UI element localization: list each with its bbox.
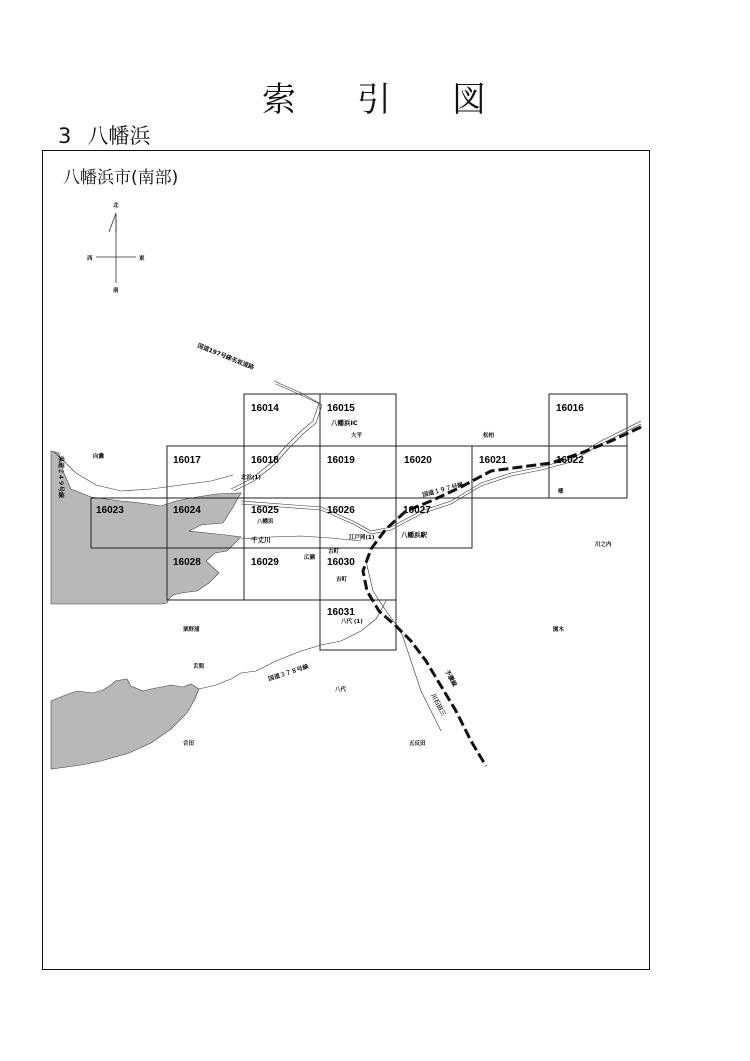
section-title	[58, 120, 150, 150]
compass-north: 北	[113, 203, 119, 209]
tile-16021[interactable]	[472, 446, 549, 498]
label-yawatahama: 八幡浜	[257, 519, 274, 525]
road-kokudo-197	[241, 421, 641, 531]
tile-label: 16025	[251, 505, 279, 516]
road-south	[366, 561, 441, 731]
label-kurinouura: 栗野浦	[183, 627, 200, 633]
label-edookakokubun: 江戸岡(1)	[349, 535, 375, 541]
label-kokudo-197-meisaka: 国道197号線名坂道路	[196, 342, 255, 372]
section-number: 3	[58, 124, 72, 148]
label-kawanouchi: 川之内	[595, 542, 612, 548]
tile-label: 16026	[327, 505, 355, 516]
label-kendo-249: 県道２４９号線	[57, 456, 64, 499]
label-kichi-machi: 吉町	[336, 577, 348, 583]
map-frame	[42, 150, 650, 970]
compass-south: 南	[113, 288, 119, 294]
tile-label: 16023	[96, 505, 124, 516]
label-aida: 合田	[183, 741, 195, 747]
label-kokudo-378: 国道３７８号線	[267, 663, 310, 683]
tile-label: 16016	[556, 403, 584, 414]
label-yawatahama-ic: 八幡浜IC	[331, 419, 358, 427]
tile-label: 16017	[173, 455, 201, 466]
tile-label: 16027	[403, 505, 431, 516]
label-sonoki: 園木	[553, 627, 565, 633]
label-hirose: 広瀬	[304, 555, 316, 561]
tile-label: 16020	[404, 455, 432, 466]
tile-label: 16021	[479, 455, 507, 466]
label-kawanoishi: 川石田三	[429, 692, 447, 718]
tile-16019[interactable]	[320, 446, 396, 498]
tile-label: 16028	[173, 557, 201, 568]
tile-label: 16022	[556, 455, 584, 466]
compass-east: 東	[139, 256, 145, 262]
label-yawatahama-station: 八幡浜駅	[401, 531, 427, 539]
label-senjogawa: 千丈川	[251, 536, 271, 544]
label-mukainada: 向灘	[93, 454, 105, 460]
page-title: 索 引 図	[262, 80, 488, 120]
label-hokuhin: 北浜(1)	[241, 475, 261, 481]
index-map	[43, 151, 649, 969]
road-kokudo-378	[199, 601, 386, 689]
tile-label: 16024	[173, 505, 201, 516]
label-yashiro-1: 八代 (1)	[341, 619, 363, 625]
label-matsukashiwa: 松柏	[483, 433, 495, 439]
tile-16014[interactable]	[244, 394, 320, 446]
tile-16030[interactable]	[320, 548, 396, 600]
tile-16017[interactable]	[167, 446, 244, 498]
compass	[87, 201, 145, 294]
label-yoshimagari: 舌間	[193, 664, 205, 670]
sea-area-southwest	[51, 679, 199, 769]
sea-area-west	[51, 451, 241, 604]
tile-label: 16015	[327, 403, 355, 414]
label-gou: 郷	[558, 489, 564, 495]
tile-label: 16029	[251, 557, 279, 568]
road-kendo-249	[53, 451, 233, 491]
label-yashiro: 八代	[335, 687, 347, 693]
tile-label: 16019	[327, 455, 355, 466]
tile-label: 16031	[327, 607, 355, 618]
label-yosan-line: 予讃線	[443, 668, 458, 688]
road-kokudo-197-2	[241, 424, 641, 534]
compass-west: 西	[87, 256, 93, 262]
railway-yosan-line	[363, 427, 641, 766]
label-yoshimachi: 古町	[328, 549, 340, 555]
label-kokudo-197: 国道１９７号線	[421, 481, 465, 499]
label-ohira: 大平	[351, 433, 363, 439]
tile-label: 16018	[251, 455, 279, 466]
tile-label: 16014	[251, 403, 279, 414]
tile-label: 16030	[327, 557, 355, 568]
tile-16018[interactable]	[244, 446, 320, 498]
label-gotanda: 五反田	[409, 741, 426, 747]
section-name: 八幡浜	[87, 124, 151, 148]
map-title: 八幡浜市(南部)	[63, 168, 179, 188]
